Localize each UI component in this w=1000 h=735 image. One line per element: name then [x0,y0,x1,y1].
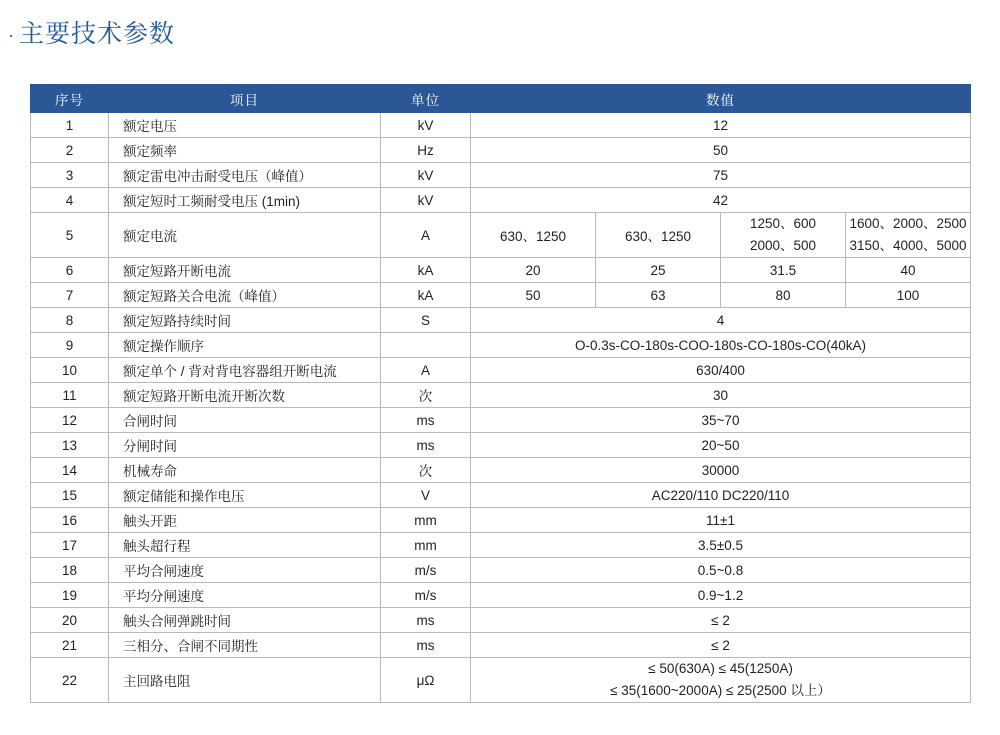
cell-unit: kV [381,163,471,188]
cell-value-line1: 1600、2000、2500 [849,216,967,231]
cell-value: 75 [471,163,971,188]
cell-unit: kV [381,113,471,138]
cell-unit: m/s [381,558,471,583]
cell-item: 额定电压 [109,113,381,138]
cell-value: 25 [596,258,721,283]
cell-value: 30 [471,383,971,408]
table-row [31,508,971,533]
cell-item: 平均分闸速度 [109,583,381,608]
cell-value [721,213,846,258]
header-unit: 单位 [381,85,471,113]
cell-unit [381,333,471,358]
cell-value: ≤ 2 [471,633,971,658]
cell-value: 50 [471,283,596,308]
cell-value: 40 [846,258,971,283]
cell-value [846,213,971,258]
cell-unit: Hz [381,138,471,163]
cell-value-line2: 3150、4000、5000 [849,238,967,253]
cell-no: 15 [31,483,109,508]
cell-value: 80 [721,283,846,308]
cell-unit: ms [381,633,471,658]
cell-no: 5 [31,213,109,258]
cell-item: 触头开距 [109,508,381,533]
cell-no: 21 [31,633,109,658]
cell-value: 30000 [471,458,971,483]
cell-value [471,658,971,703]
cell-value: O-0.3s-CO-180s-COO-180s-CO-180s-CO(40kA) [471,333,971,358]
cell-no: 22 [31,658,109,703]
cell-item: 额定短路关合电流（峰值） [109,283,381,308]
table-row [31,583,971,608]
cell-no: 8 [31,308,109,333]
cell-value-line2: 2000、500 [749,238,817,253]
cell-value: 42 [471,188,971,213]
cell-no: 12 [31,408,109,433]
cell-unit: 次 [381,383,471,408]
cell-unit: kA [381,258,471,283]
cell-no: 11 [31,383,109,408]
cell-item: 分闸时间 [109,433,381,458]
cell-value: 35~70 [471,408,971,433]
table-row [31,408,971,433]
cell-item: 额定电流 [109,213,381,258]
cell-unit: mm [381,533,471,558]
table-row [31,633,971,658]
cell-value: 630、1250 [596,213,721,258]
table-row [31,308,971,333]
header-no: 序号 [31,85,109,113]
cell-value: 3.5±0.5 [471,533,971,558]
cell-no: 20 [31,608,109,633]
cell-value: 31.5 [721,258,846,283]
table-row [31,658,971,703]
cell-no: 17 [31,533,109,558]
cell-no: 2 [31,138,109,163]
table-row [31,213,971,258]
cell-item: 额定短路开断电流 [109,258,381,283]
cell-no: 14 [31,458,109,483]
spec-table [30,84,971,703]
cell-unit: 次 [381,458,471,483]
cell-unit: μΩ [381,658,471,703]
cell-value-line1: ≤ 50(630A) ≤ 45(1250A) [648,661,793,676]
table-row [31,113,971,138]
table-row [31,558,971,583]
cell-item: 触头超行程 [109,533,381,558]
cell-value: 11±1 [471,508,971,533]
cell-unit: kV [381,188,471,213]
cell-value: 100 [846,283,971,308]
cell-unit: ms [381,408,471,433]
cell-item: 额定短时工频耐受电压 (1min) [109,188,381,213]
table-row [31,533,971,558]
table-row [31,358,971,383]
cell-no: 10 [31,358,109,383]
cell-no: 16 [31,508,109,533]
cell-item: 三相分、合闸不同期性 [109,633,381,658]
cell-value: 20~50 [471,433,971,458]
page-title [8,14,175,50]
table-row [31,283,971,308]
table-row [31,163,971,188]
cell-unit: ms [381,433,471,458]
cell-no: 3 [31,163,109,188]
table-row [31,258,971,283]
table-row [31,433,971,458]
cell-value: 630/400 [471,358,971,383]
cell-item: 触头合闸弹跳时间 [109,608,381,633]
cell-value: 630、1250 [471,213,596,258]
cell-item: 额定频率 [109,138,381,163]
bullet-icon: · [8,24,15,45]
table-row [31,188,971,213]
cell-unit: m/s [381,583,471,608]
cell-value: 0.9~1.2 [471,583,971,608]
cell-unit: kA [381,283,471,308]
table-row [31,458,971,483]
cell-value: 12 [471,113,971,138]
cell-unit: S [381,308,471,333]
cell-item: 额定短路持续时间 [109,308,381,333]
spec-table-container [30,84,970,703]
cell-item: 额定单个 / 背对背电容器组开断电流 [109,358,381,383]
cell-no: 4 [31,188,109,213]
cell-no: 18 [31,558,109,583]
cell-item: 主回路电阻 [109,658,381,703]
cell-value-line2: ≤ 35(1600~2000A) ≤ 25(2500 以上） [610,683,831,698]
cell-no: 6 [31,258,109,283]
cell-no: 7 [31,283,109,308]
cell-item: 额定短路开断电流开断次数 [109,383,381,408]
cell-value-line1: 1250、600 [749,216,817,231]
cell-item: 机械寿命 [109,458,381,483]
cell-item: 额定操作顺序 [109,333,381,358]
cell-no: 19 [31,583,109,608]
cell-value: 4 [471,308,971,333]
cell-item: 额定雷电冲击耐受电压（峰值） [109,163,381,188]
header-item: 项目 [109,85,381,113]
cell-unit: V [381,483,471,508]
cell-value: ≤ 2 [471,608,971,633]
table-header-row [31,85,971,113]
cell-no: 13 [31,433,109,458]
cell-value: 50 [471,138,971,163]
cell-no: 1 [31,113,109,138]
cell-item: 额定储能和操作电压 [109,483,381,508]
cell-value: 0.5~0.8 [471,558,971,583]
cell-value: 20 [471,258,596,283]
cell-no: 9 [31,333,109,358]
table-row [31,483,971,508]
header-value: 数值 [471,85,971,113]
cell-value: 63 [596,283,721,308]
cell-unit: ms [381,608,471,633]
cell-value: AC220/110 DC220/110 [471,483,971,508]
cell-unit: A [381,213,471,258]
table-row [31,383,971,408]
cell-item: 平均合闸速度 [109,558,381,583]
cell-item: 合闸时间 [109,408,381,433]
cell-unit: mm [381,508,471,533]
page-title-text: 主要技术参数 [19,20,176,48]
cell-unit: A [381,358,471,383]
table-row [31,333,971,358]
table-row [31,138,971,163]
table-row [31,608,971,633]
